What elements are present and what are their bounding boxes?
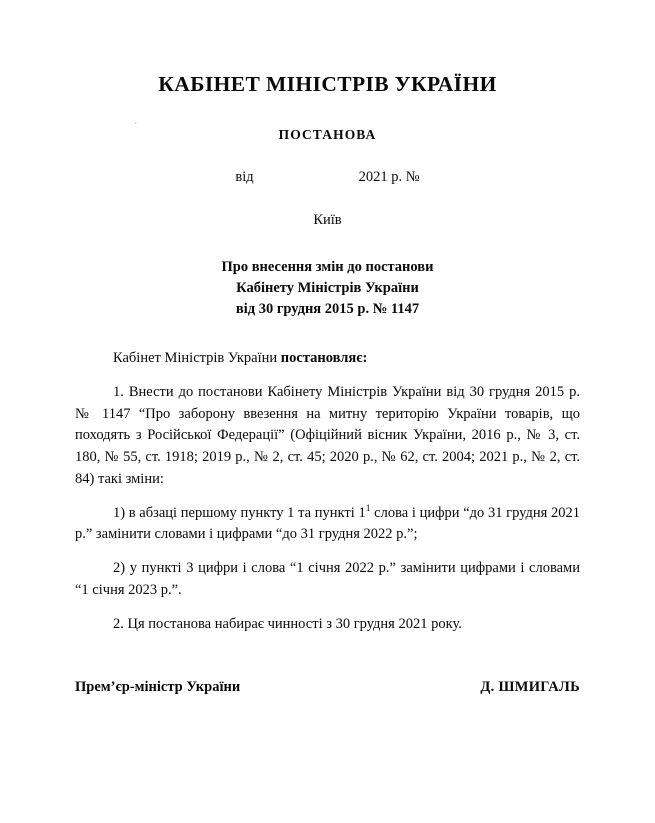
lead-paragraph <box>75 348 580 370</box>
city-label: Київ <box>313 212 342 228</box>
paragraph-item-2: 2. Ця постанова набирає чинності з 30 грудня 2021 року. <box>113 615 462 632</box>
sub-item-1-text-part2: слова і цифри “до 31 грудня 2021 р.” замінити словами і цифрами “до 31 грудня 2022 р.”; <box>75 504 580 543</box>
sub-item-1-superscript: 1 <box>365 503 371 514</box>
date-prefix-label: від <box>235 169 254 185</box>
document-page <box>0 72 655 823</box>
page-title: КАБІНЕТ МІНІСТРІВ УКРАЇНИ <box>158 72 497 96</box>
signature-name: Д. ШМИГАЛЬ <box>480 679 580 695</box>
signature-role: Прем’єр-міністр України <box>75 679 241 695</box>
subject-line-2: Кабінету Міністрів України <box>236 280 419 297</box>
lead-bold-text: постановляє: <box>280 350 368 367</box>
signature-block <box>75 679 580 696</box>
document-body <box>75 348 580 635</box>
subject-block <box>75 257 580 320</box>
date-value-label: 2021 р. № <box>358 169 420 185</box>
sub-item-1-text-part1: 1) в абзаці першому пункту 1 та пункті 1 <box>113 504 366 521</box>
paragraph-item-1: 1. Внести до постанови Кабінету Міністрів України від 30 грудня 2015 р. № 1147 “Про заборону ввезення на митну територію України товарів, що походять з Російської Федерації” (Офіційний вісник України, 2016 р., № 3, ст. 180, № 55, ст. 1918; 2019 р., № 2, ст. 45; 2020 р., № 62, ст. 2004; 2021 р., № 2, ст. 84) такі зміни: <box>75 383 580 487</box>
subject-line-1: Про внесення змін до постанови <box>221 259 434 275</box>
sub-item-2: 2) у пункті 3 цифри і слова “1 січня 2022 р.” замінити цифрами і словами “1 січня 2023 р.”. <box>75 560 580 598</box>
document-type-heading: ПОСТАНОВА <box>278 127 377 142</box>
lead-prefix-text: Кабінет Міністрів України <box>113 350 281 367</box>
sub-item-1 <box>75 503 580 547</box>
date-line <box>75 169 580 186</box>
corner-mark: ´ <box>134 121 137 131</box>
subject-line-3: від 30 грудня 2015 р. № 1147 <box>235 301 420 318</box>
